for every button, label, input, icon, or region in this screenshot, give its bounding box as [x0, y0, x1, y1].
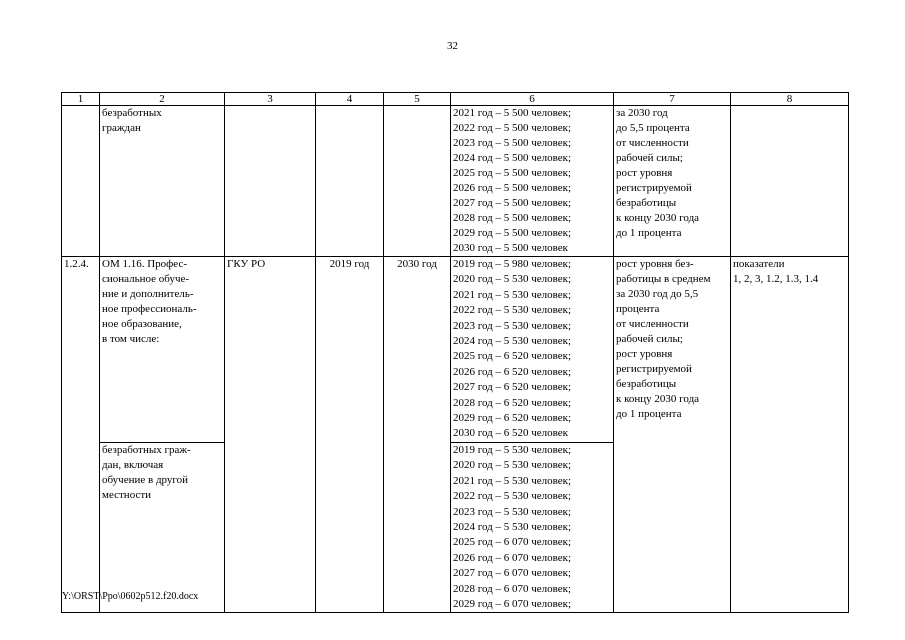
year-line: 2019 год – 5 530 человек;	[453, 443, 572, 456]
yearly-values-cell	[451, 257, 614, 443]
text-line: рабочей силы;	[616, 333, 683, 345]
yearly-values-cell	[451, 442, 614, 612]
year-line: 2028 год – 6 520 человек;	[453, 396, 572, 409]
text-line: от численности	[616, 318, 689, 330]
event-name-cell	[100, 442, 225, 612]
year-line: 2019 год – 5 980 человек;	[453, 258, 572, 270]
year-line: 2024 год – 5 530 человек;	[453, 335, 572, 348]
year-line: 2028 год – 6 070 человек;	[453, 582, 572, 595]
start-cell	[316, 106, 384, 257]
text-line: процента	[616, 303, 660, 315]
text-line: ние и дополнитель-	[102, 288, 194, 300]
event-name-cell	[100, 257, 225, 443]
year-line: 2021 год – 5 530 человек;	[453, 474, 572, 487]
year-line: 2028 год – 5 500 человек;	[453, 212, 572, 224]
year-line: 2023 год – 5 530 человек;	[453, 505, 572, 518]
header-cell-5: 5	[384, 93, 451, 106]
expected-result-cell	[614, 106, 731, 257]
text-line: до 5,5 процента	[616, 122, 690, 134]
text-line: местности	[102, 488, 152, 501]
yearly-values-cell	[451, 106, 614, 257]
text-line: безработицы	[616, 197, 677, 209]
year-line: 2020 год – 5 530 человек;	[453, 459, 572, 472]
table-row	[62, 257, 849, 443]
year-line: 2025 год – 5 500 человек;	[453, 167, 572, 179]
year-line: 2025 год – 6 070 человек;	[453, 536, 572, 549]
header-cell-8: 8	[731, 93, 849, 106]
indicators-cell	[731, 106, 849, 257]
year-line: 2023 год – 5 530 человек;	[453, 319, 572, 332]
text-line: граждан	[102, 122, 141, 134]
year-line: 2022 год – 5 530 человек;	[453, 490, 572, 503]
year-line: 2024 год – 5 500 человек;	[453, 152, 572, 164]
year-line: 2023 год – 5 500 человек;	[453, 137, 572, 149]
expected-result-cell	[614, 257, 731, 613]
year-line: 2026 год – 5 500 человек;	[453, 182, 572, 194]
header-cell-4: 4	[316, 93, 384, 106]
text-line: безработицы	[616, 378, 677, 390]
header-cell-2: 2	[100, 93, 225, 106]
text-line: к концу 2030 года	[616, 212, 700, 224]
footer-file-path: Y:\ORST\Ppo\0602p512.f20.docx	[62, 591, 199, 602]
row-number-cell: 1.2.4.	[62, 257, 100, 613]
executor-cell: ГКУ РО	[225, 257, 316, 613]
year-line: 2027 год – 6 070 человек;	[453, 567, 572, 580]
text-line: сиональное обуче-	[102, 273, 190, 285]
year-line: 2027 год – 5 500 человек;	[453, 197, 572, 209]
year-line: 2026 год – 6 520 человек;	[453, 365, 572, 378]
text-line: до 1 процента	[616, 408, 682, 420]
row-number-cell	[62, 106, 100, 257]
start-cell: 2019 год	[316, 257, 384, 613]
year-line: 2029 год – 6 070 человек;	[453, 597, 572, 610]
text-line: показатели	[733, 258, 785, 270]
year-line: 2025 год – 6 520 человек;	[453, 350, 572, 363]
text-line: ное профессиональ-	[102, 303, 197, 315]
page-number: 32	[447, 40, 458, 52]
year-line: 2026 год – 6 070 человек;	[453, 551, 572, 564]
text-line: рост уровня без-	[616, 258, 694, 270]
executor-cell	[225, 106, 316, 257]
text-line: дан, включая	[102, 458, 164, 471]
text-line: от численности	[616, 137, 689, 149]
indicators-cell	[731, 257, 849, 613]
text-line: регистрируемой	[616, 363, 692, 375]
text-line: в том числе:	[102, 333, 160, 345]
year-line: 2029 год – 6 520 человек;	[453, 412, 572, 425]
header-cell-1: 1	[62, 93, 100, 106]
text-line: ное образование,	[102, 318, 182, 330]
end-cell	[384, 106, 451, 257]
text-line: 1, 2, 3, 1.2, 1.3, 1.4	[733, 273, 819, 285]
year-line: 2020 год – 5 530 человек;	[453, 273, 572, 286]
header-cell-3: 3	[225, 93, 316, 106]
year-line: 2021 год – 5 500 человек;	[453, 107, 572, 119]
text-line: к концу 2030 года	[616, 393, 700, 405]
year-line: 2030 год – 5 500 человек	[453, 242, 569, 254]
end-cell: 2030 год	[384, 257, 451, 613]
table-row	[62, 106, 849, 257]
program-table	[61, 92, 849, 613]
text-line: обучение в другой	[102, 473, 189, 486]
year-line: 2024 год – 5 530 человек;	[453, 520, 572, 533]
text-line: ОМ 1.16. Профес-	[102, 258, 187, 270]
year-line: 2027 год – 6 520 человек;	[453, 381, 572, 394]
year-line: 2021 год – 5 530 человек;	[453, 288, 572, 301]
year-line: 2022 год – 5 500 человек;	[453, 122, 572, 134]
text-line: работицы в среднем	[616, 273, 711, 285]
year-line: 2029 год – 5 500 человек;	[453, 227, 572, 239]
text-line: рост уровня	[616, 167, 673, 179]
header-cell-6: 6	[451, 93, 614, 106]
text-line: до 1 процента	[616, 227, 682, 239]
text-line: за 2030 год	[616, 107, 668, 119]
text-line: безработных граж-	[102, 443, 191, 456]
text-line: за 2030 год до 5,5	[616, 288, 699, 300]
header-cell-7: 7	[614, 93, 731, 106]
text-line: рабочей силы;	[616, 152, 683, 164]
year-line: 2030 год – 6 520 человек	[453, 427, 569, 440]
table-header-row	[62, 93, 849, 106]
text-line: регистрируемой	[616, 182, 692, 194]
text-line: рост уровня	[616, 348, 673, 360]
text-line: безработных	[102, 107, 162, 119]
year-line: 2022 год – 5 530 человек;	[453, 304, 572, 317]
event-name-cell	[100, 106, 225, 257]
